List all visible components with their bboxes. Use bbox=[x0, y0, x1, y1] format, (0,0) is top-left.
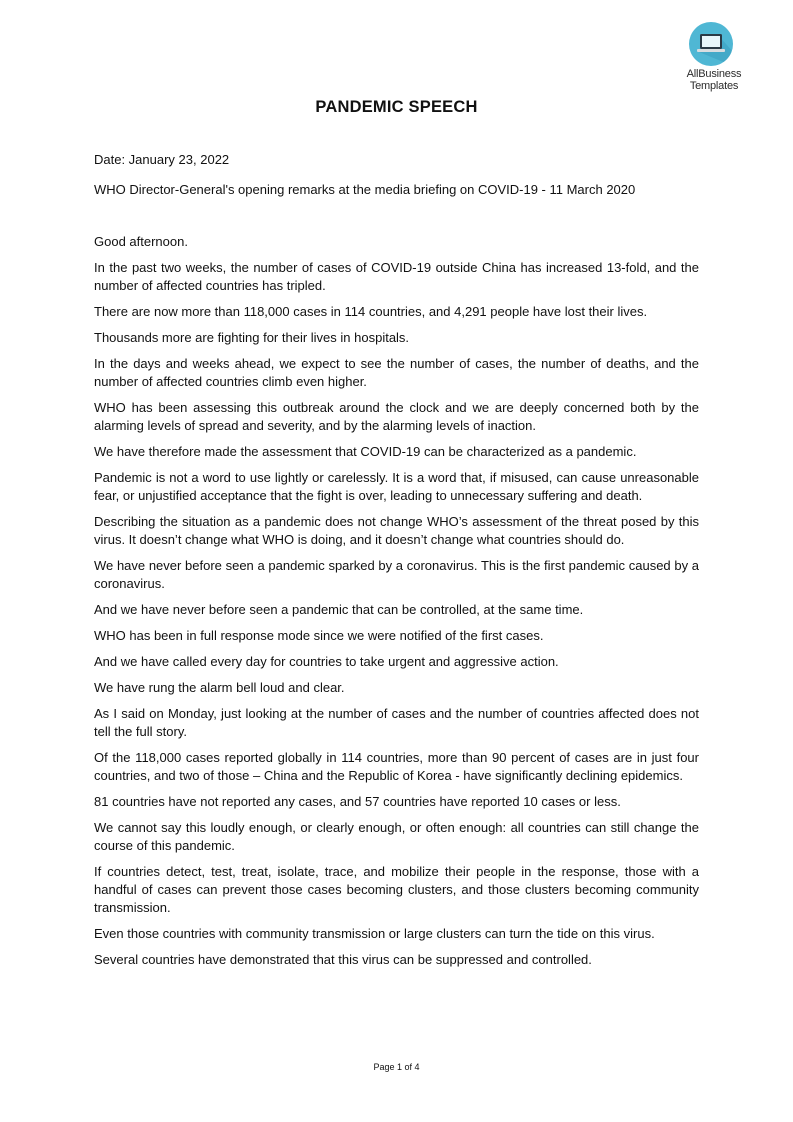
document-subtitle: WHO Director-General's opening remarks at the media briefing on COVID-19 - 11 March 2020 bbox=[94, 182, 636, 197]
paragraph: In the days and weeks ahead, we expect to see the number of cases, the number of deaths, and the number of affected countries climb even higher. bbox=[94, 356, 699, 389]
page-number-footer: Page 1 of 4 bbox=[373, 1062, 420, 1072]
paragraph: There are now more than 118,000 cases in 114 countries, and 4,291 people have lost their lives. bbox=[94, 304, 648, 319]
paragraph: Describing the situation as a pandemic does not change WHO’s assessment of the threat posed by this virus. It doesn’t change what WHO is doing, and it doesn’t change what countries should do. bbox=[94, 514, 699, 547]
paragraph: We have therefore made the assessment that COVID-19 can be characterized as a pandemic. bbox=[94, 444, 637, 459]
paragraph: Pandemic is not a word to use lightly or carelessly. It is a word that, if misused, can cause unreasonable fear, or unjustified acceptance that the fight is over, leading to unnecessary suffering and death. bbox=[94, 470, 699, 503]
page-title: PANDEMIC SPEECH bbox=[315, 98, 478, 116]
paragraph: And we have called every day for countries to take urgent and aggressive action. bbox=[94, 654, 559, 669]
paragraph: Thousands more are fighting for their lives in hospitals. bbox=[94, 330, 410, 345]
speech-body bbox=[94, 233, 699, 977]
paragraph: If countries detect, test, treat, isolate, trace, and mobilize their people in the response, those with a handful of cases can prevent those cases becoming clusters, and those clusters becoming community transmission. bbox=[94, 864, 699, 915]
paragraph: As I said on Monday, just looking at the number of cases and the number of countries affected does not tell the full story. bbox=[94, 706, 699, 739]
logo-text-line2: Templates bbox=[689, 80, 739, 92]
paragraph: We have never before seen a pandemic sparked by a coronavirus. This is the first pandemic caused by a coronavirus. bbox=[94, 558, 699, 591]
paragraph: In the past two weeks, the number of cases of COVID-19 outside China has increased 13-fold, and the number of affected countries has tripled. bbox=[94, 260, 699, 293]
logo-text-line1: AllBusiness bbox=[686, 68, 742, 80]
paragraph: We have rung the alarm bell loud and clear. bbox=[94, 680, 345, 695]
paragraph: 81 countries have not reported any cases, and 57 countries have reported 10 cases or less. bbox=[94, 794, 621, 809]
document-date: Date: January 23, 2022 bbox=[94, 152, 230, 167]
paragraph: WHO has been assessing this outbreak around the clock and we are deeply concerned both by the alarming levels of spread and severity, and by the alarming levels of inaction. bbox=[94, 400, 699, 433]
paragraph: Of the 118,000 cases reported globally in 114 countries, more than 90 percent of cases are in just four countries, and two of those – China and the Republic of Korea - have significantly declining epidemics. bbox=[94, 750, 699, 783]
paragraph: And we have never before seen a pandemic that can be controlled, at the same time. bbox=[94, 602, 584, 617]
paragraph: We cannot say this loudly enough, or clearly enough, or often enough: all countries can still change the course of this pandemic. bbox=[94, 820, 699, 853]
allbusiness-templates-logo bbox=[676, 20, 752, 96]
paragraph: Even those countries with community transmission or large clusters can turn the tide on this virus. bbox=[94, 926, 655, 941]
laptop-icon bbox=[689, 22, 733, 66]
paragraph: Several countries have demonstrated that this virus can be suppressed and controlled. bbox=[94, 952, 592, 967]
paragraph: WHO has been in full response mode since we were notified of the first cases. bbox=[94, 628, 544, 643]
paragraph: Good afternoon. bbox=[94, 234, 188, 249]
